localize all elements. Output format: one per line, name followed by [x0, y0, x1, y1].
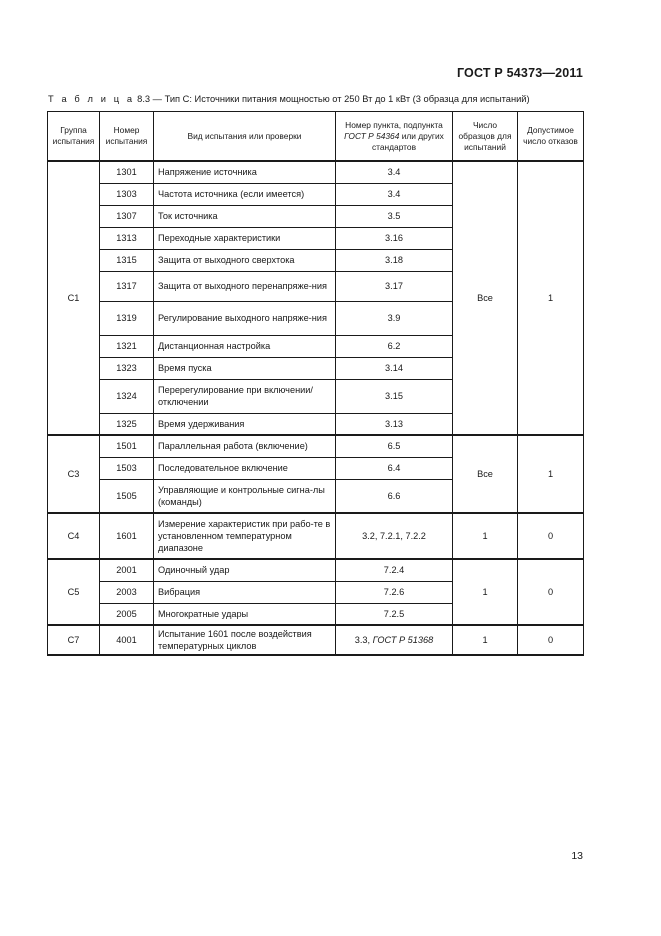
- test-name-cell: Регулирование выходного напряже-ния: [154, 301, 336, 335]
- test-number-cell: 1501: [100, 435, 154, 457]
- test-number-cell: 1307: [100, 205, 154, 227]
- col-header-group: Группа испытания: [48, 112, 100, 162]
- test-number-cell: 1324: [100, 379, 154, 413]
- reference-standard: ГОСТ Р 51368: [372, 635, 434, 645]
- samples-cell: Все: [453, 161, 518, 435]
- col-header-reference-post: или других стандартов: [371, 130, 444, 152]
- test-name-cell: Ток источника: [154, 205, 336, 227]
- test-number-cell: 1303: [100, 183, 154, 205]
- test-name-cell: Управляющие и контрольные сигна-лы (команды): [154, 479, 336, 513]
- reference-cell: 6.2: [336, 335, 453, 357]
- test-name-cell: Переходные характеристики: [154, 227, 336, 249]
- document-code: ГОСТ Р 54373—2011: [456, 66, 583, 80]
- test-number-cell: 1317: [100, 271, 154, 301]
- reference-cell: 6.6: [336, 479, 453, 513]
- reference-cell: 6.4: [336, 457, 453, 479]
- table-caption: [48, 94, 530, 104]
- test-number-cell: 2003: [100, 581, 154, 603]
- test-number-cell: 1601: [100, 513, 154, 559]
- group-cell: С7: [48, 625, 100, 655]
- reference-clause: 3.3,: [354, 635, 373, 645]
- test-name-cell: Вибрация: [154, 581, 336, 603]
- test-table: [47, 111, 584, 656]
- samples-cell: 1: [453, 559, 518, 625]
- samples-cell: Все: [453, 435, 518, 513]
- test-number-cell: 2001: [100, 559, 154, 581]
- test-name-cell: Частота источника (если имеется): [154, 183, 336, 205]
- reference-cell: 3.13: [336, 413, 453, 435]
- test-number-cell: 2005: [100, 603, 154, 625]
- test-number-cell: 1323: [100, 357, 154, 379]
- samples-cell: 1: [453, 513, 518, 559]
- reference-cell: 3.4: [336, 161, 453, 183]
- reference-cell: 6.5: [336, 435, 453, 457]
- test-name-cell: Время пуска: [154, 357, 336, 379]
- test-number-cell: 1505: [100, 479, 154, 513]
- group-cell: С1: [48, 161, 100, 435]
- group-cell: С5: [48, 559, 100, 625]
- table-row: [48, 435, 584, 457]
- failures-cell: 0: [518, 513, 584, 559]
- reference-cell: [336, 625, 453, 655]
- failures-cell: 0: [518, 559, 584, 625]
- reference-cell: 3.5: [336, 205, 453, 227]
- col-header-failures: Допустимое число отказов: [518, 112, 584, 162]
- table-row: [48, 625, 584, 655]
- test-number-cell: 1325: [100, 413, 154, 435]
- test-name-cell: Многократные удары: [154, 603, 336, 625]
- reference-cell: 3.17: [336, 271, 453, 301]
- test-name-cell: Время удерживания: [154, 413, 336, 435]
- table-row: [48, 513, 584, 559]
- test-name-cell: Последовательное включение: [154, 457, 336, 479]
- test-name-cell: Защита от выходного сверхтока: [154, 249, 336, 271]
- reference-cell: 3.9: [336, 301, 453, 335]
- reference-cell: 3.18: [336, 249, 453, 271]
- samples-cell: 1: [453, 625, 518, 655]
- test-name-cell: Дистанционная настройка: [154, 335, 336, 357]
- test-number-cell: 1321: [100, 335, 154, 357]
- reference-cell: 3.2, 7.2.1, 7.2.2: [336, 513, 453, 559]
- group-cell: С3: [48, 435, 100, 513]
- reference-cell: 7.2.4: [336, 559, 453, 581]
- col-header-number: Номер испытания: [100, 112, 154, 162]
- test-number-cell: 1319: [100, 301, 154, 335]
- test-name-cell: Испытание 1601 после воздействия температурных циклов: [154, 625, 336, 655]
- failures-cell: 1: [518, 435, 584, 513]
- table-row: [48, 161, 584, 183]
- test-number-cell: 1315: [100, 249, 154, 271]
- col-header-reference: [336, 112, 453, 162]
- reference-cell: 3.14: [336, 357, 453, 379]
- test-number-cell: 1503: [100, 457, 154, 479]
- col-header-reference-pre: Номер пункта, подпункта: [345, 119, 443, 130]
- test-name-cell: Защита от выходного перенапряже-ния: [154, 271, 336, 301]
- reference-cell: 7.2.5: [336, 603, 453, 625]
- test-number-cell: 1313: [100, 227, 154, 249]
- test-name-cell: Перерегулирование при включении/отключении: [154, 379, 336, 413]
- test-name-cell: Измерение характеристик при рабо-те в установленном температурном диапазоне: [154, 513, 336, 559]
- test-name-cell: Одиночный удар: [154, 559, 336, 581]
- group-cell: С4: [48, 513, 100, 559]
- page-number: 13: [571, 850, 583, 862]
- col-header-reference-std: ГОСТ Р 54364: [344, 130, 400, 141]
- test-number-cell: 1301: [100, 161, 154, 183]
- test-name-cell: Напряжение источника: [154, 161, 336, 183]
- table-row: [48, 559, 584, 581]
- test-number-cell: 4001: [100, 625, 154, 655]
- table-header-row: [48, 112, 584, 162]
- col-header-samples: Число образцов для испытаний: [453, 112, 518, 162]
- table-caption-text: 8.3 — Тип С: Источники питания мощностью от 250 Вт до 1 кВт (3 образца для испытаний): [134, 94, 530, 104]
- reference-cell: 3.4: [336, 183, 453, 205]
- reference-cell: 7.2.6: [336, 581, 453, 603]
- test-name-cell: Параллельная работа (включение): [154, 435, 336, 457]
- table-caption-label: Т а б л и ц а: [48, 94, 135, 104]
- failures-cell: 1: [518, 161, 584, 435]
- reference-cell: 3.16: [336, 227, 453, 249]
- failures-cell: 0: [518, 625, 584, 655]
- reference-cell: 3.15: [336, 379, 453, 413]
- col-header-test-type: Вид испытания или проверки: [154, 112, 336, 162]
